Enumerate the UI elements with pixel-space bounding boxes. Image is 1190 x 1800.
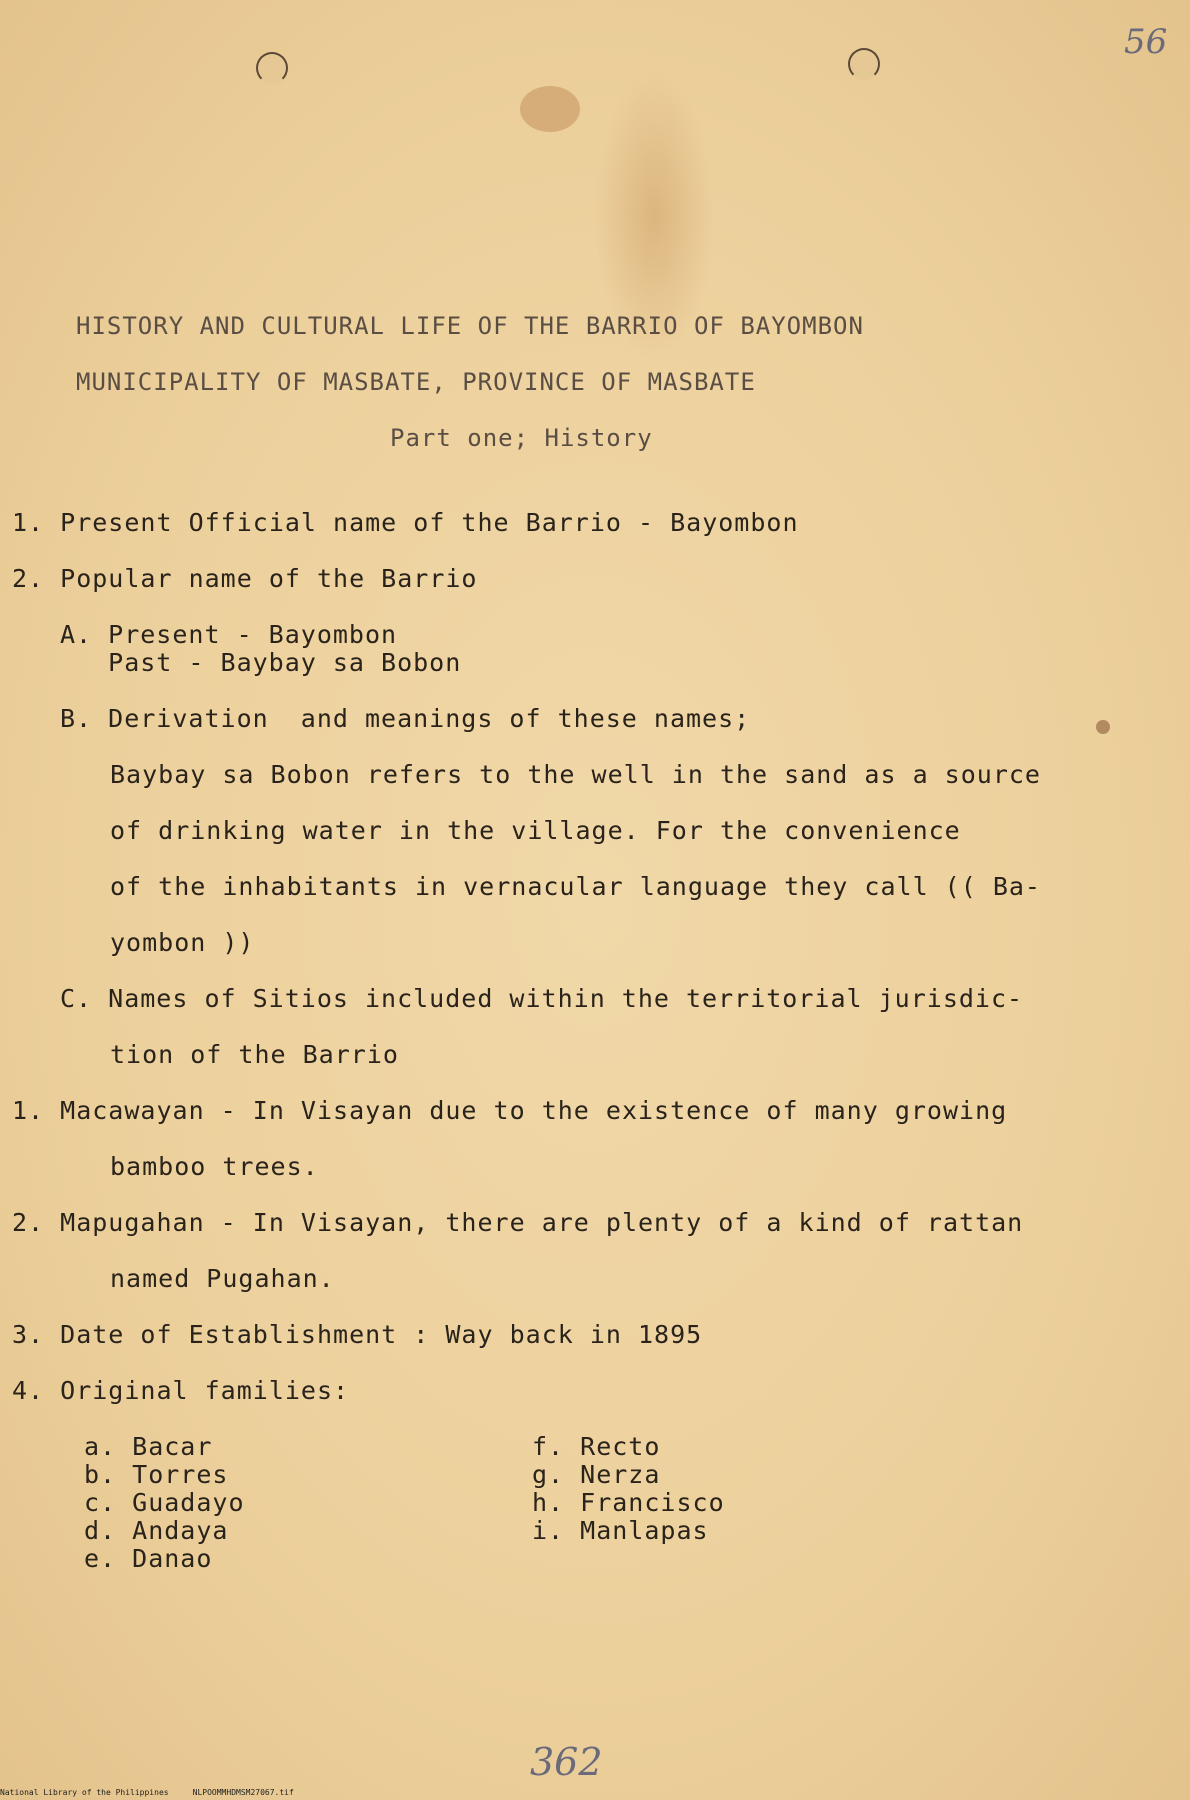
sitio-mapugahan-line-2: named Pugahan. [110, 1264, 335, 1293]
item-official-name: 1. Present Official name of the Barrio - Bayombon [12, 508, 799, 537]
derivation-line-4: yombon )) [110, 928, 255, 957]
item-date-established: 3. Date of Establishment : Way back in 1895 [12, 1320, 703, 1349]
family-list-item: a. Bacar [84, 1432, 213, 1461]
sitios-title-line-1: C. Names of Sitios included within the territorial jurisdic- [60, 984, 1024, 1013]
scan-footer: National Library of the Philippines NLPOOMMHDMSM27067.tif [0, 1788, 294, 1797]
family-list-item: c. Guadayo [84, 1488, 245, 1517]
sitio-mapugahan-line-1: 2. Mapugahan - In Visayan, there are plenty of a kind of rattan [12, 1208, 1024, 1237]
family-list-item: f. Recto [532, 1432, 661, 1461]
family-list-item: d. Andaya [84, 1516, 229, 1545]
derivation-line-2: of drinking water in the village. For the convenience [110, 816, 961, 845]
family-list-item: g. Nerza [532, 1460, 661, 1489]
popular-name-past: Past - Baybay sa Bobon [60, 648, 462, 677]
derivation-title: B. Derivation and meanings of these names; [60, 704, 751, 733]
handwritten-bottom-number: 362 [530, 1740, 603, 1784]
item-popular-name: 2. Popular name of the Barrio [12, 564, 478, 593]
derivation-line-1: Baybay sa Bobon refers to the well in the sand as a source [110, 760, 1041, 789]
paper-stain [520, 86, 580, 132]
ink-spot [1096, 720, 1110, 734]
heading-part-one: Part one; History [390, 424, 653, 452]
punch-hole-left [256, 52, 288, 84]
heading-line-2: MUNICIPALITY OF MASBATE, PROVINCE OF MASBATE [76, 368, 756, 396]
sitio-macawayan-line-1: 1. Macawayan - In Visayan due to the existence of many growing [12, 1096, 1008, 1125]
punch-hole-right [848, 48, 880, 80]
derivation-line-3: of the inhabitants in vernacular language they call (( Ba- [110, 872, 1041, 901]
family-list-item: h. Francisco [532, 1488, 725, 1517]
family-list-item: e. Danao [84, 1544, 213, 1573]
popular-name-present: A. Present - Bayombon [60, 620, 398, 649]
heading-line-1: HISTORY AND CULTURAL LIFE OF THE BARRIO OF BAYOMBON [76, 312, 864, 340]
family-list-item: i. Manlapas [532, 1516, 709, 1545]
family-list-item: b. Torres [84, 1460, 229, 1489]
sitio-macawayan-line-2: bamboo trees. [110, 1152, 319, 1181]
item-original-families: 4. Original families: [12, 1376, 350, 1405]
handwritten-page-number: 56 [1124, 22, 1168, 62]
sitios-title-line-2: tion of the Barrio [110, 1040, 399, 1069]
